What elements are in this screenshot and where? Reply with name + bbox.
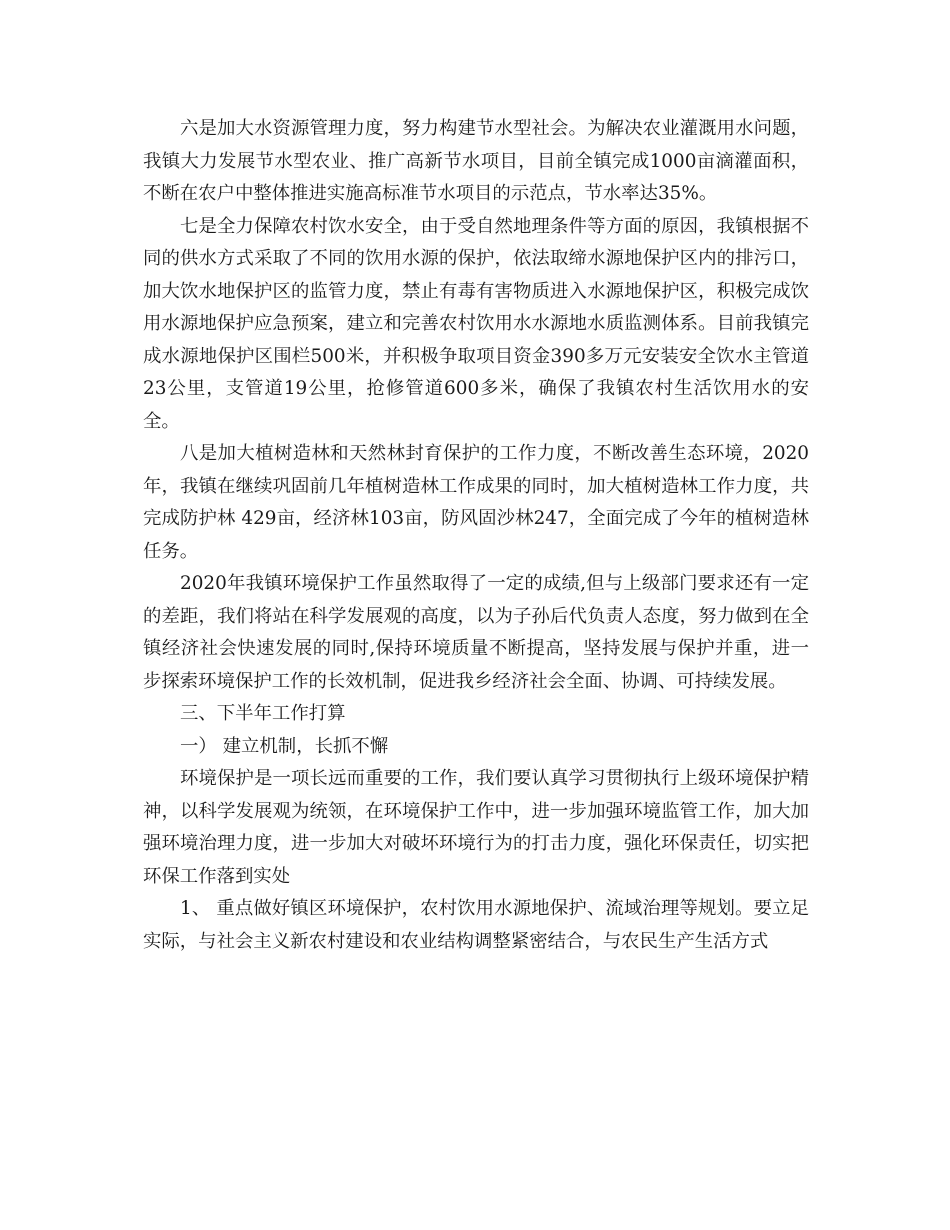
paragraph-summary-2020: 2020年我镇环境保护工作虽然取得了一定的成绩,但与上级部门要求还有一定的差距，我们将站在科学发展观的高度，以为子孙后代负责人态度，努力做到在全镇经济社会快速发展的同时,保持环境质量不断提高，坚持发展与保护并重，进一步探索环境保护工作的长效机制，促进我乡经济社会全面、协调、可持续发展。: [143, 573, 809, 692]
paragraph-item-1-town-protection: 1、 重点做好镇区环境保护，农村饮用水源地保护、流域治理等规划。要立足实际，与社会主义新农村建设和农业结构调整紧密结合，与农民生产生活方式: [143, 898, 809, 952]
section-heading-second-half-plan: 三、下半年工作打算: [180, 703, 346, 724]
paragraph-water-resource-management: 六是加大水资源管理力度，努力构建节水型社会。为解决农业灌溉用水问题，我镇大力发展节水型农业、推广高新节水项目，目前全镇完成1000亩滴灌面积，不断在农户中整体推进实施高标准节水项目的示范点，节水率达35%。: [143, 118, 809, 204]
paragraph-afforestation: 八是加大植树造林和天然林封育保护的工作力度，不断改善生态环境，2020年，我镇在继续巩固前几年植树造林工作成果的同时，加大植树造林工作力度，共完成防护林 429亩，经济林103亩，防风固沙林247，全面完成了今年的植树造林任务。: [143, 443, 809, 562]
paragraph-environment-protection-long-term: 环境保护是一项长远而重要的工作，我们要认真学习贯彻执行上级环境保护精神，以科学发展观为统领，在环境保护工作中，进一步加强环境监管工作，加大加强环境治理力度，进一步加大对破坏环境行为的打击力度，强化环保责任，切实把环保工作落到实处: [143, 768, 809, 887]
paragraph-drinking-water-safety: 七是全力保障农村饮水安全，由于受自然地理条件等方面的原因，我镇根据不同的供水方式采取了不同的饮用水源的保护，依法取缔水源地保护区内的排污口，加大饮水地保护区的监管力度，禁止有毒有害物质进入水源地保护区，积极完成饮用水源地保护应急预案，建立和完善农村饮用水水源地水质监测体系。目前我镇完成水源地保护区围栏500米，并积极争取项目资金390多万元安装安全饮水主管道23公里，支管道19公里，抢修管道600多米，确保了我镇农村生活饮用水的安全。: [143, 215, 809, 432]
subsection-heading-mechanism: 一） 建立机制，长抓不懈: [180, 735, 389, 757]
document-body: [143, 113, 809, 958]
